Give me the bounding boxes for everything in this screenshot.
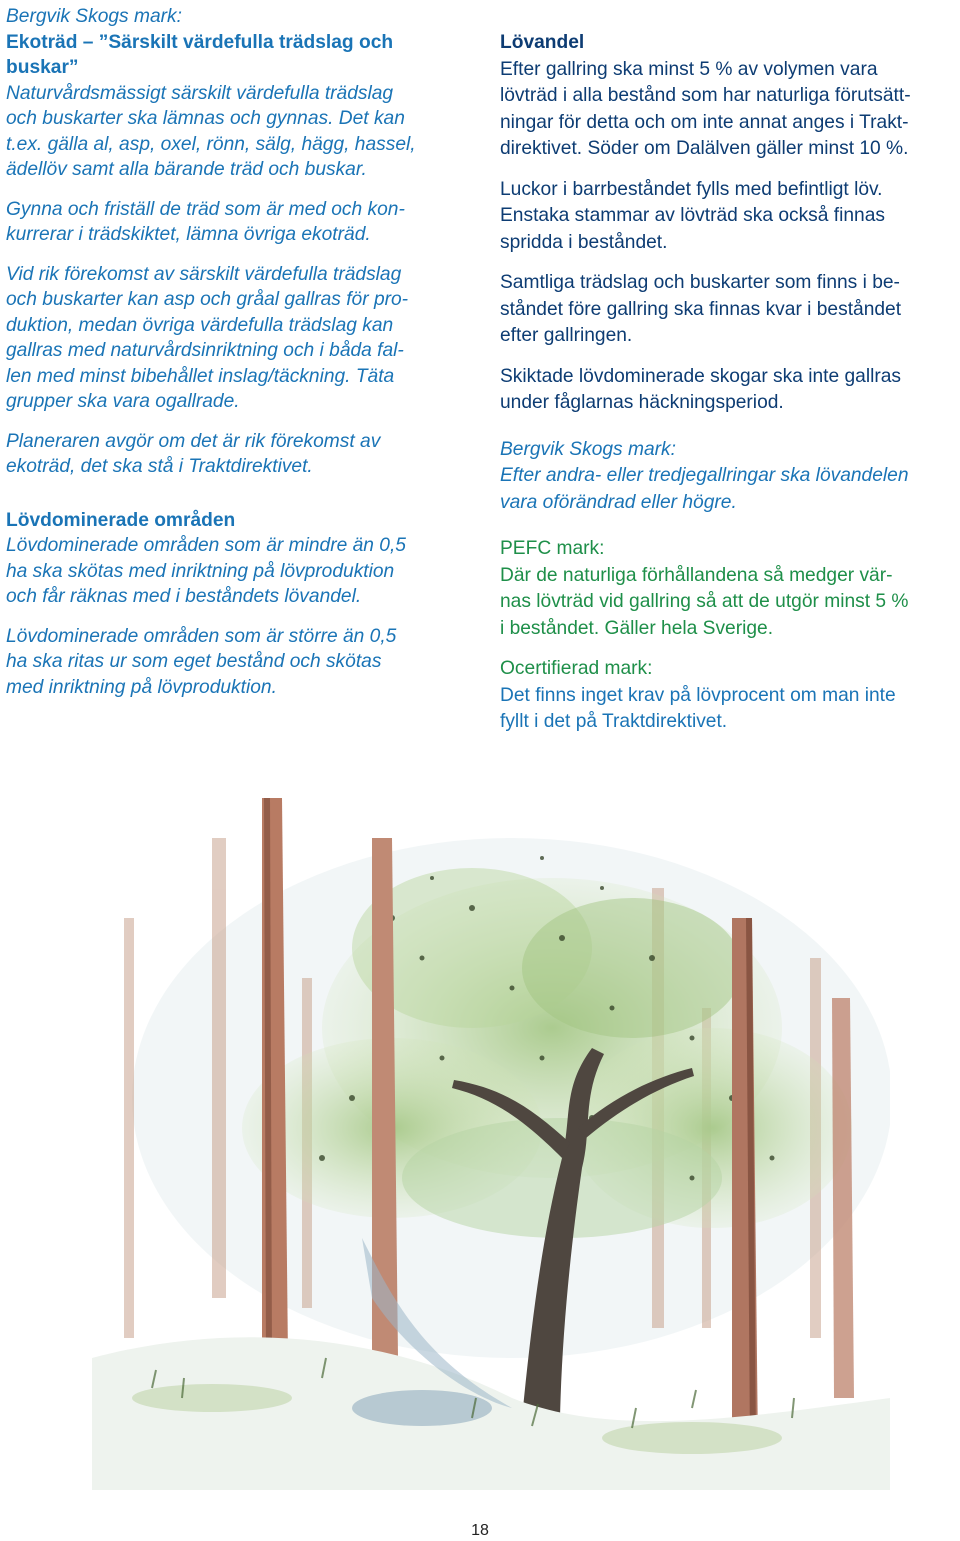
- page-number: 18: [471, 1522, 489, 1539]
- paragraph-skiktade: [500, 364, 955, 417]
- text-line: duktion, medan övriga värdefulla trädslag kan: [6, 314, 394, 336]
- text-line: grupper ska vara ogallrade.: [6, 391, 240, 412]
- text-line: ädellöv samt alla bärande träd och buskar.: [6, 159, 367, 180]
- text-line: Lövdominerade områden som är mindre än 0,5: [6, 535, 406, 556]
- text-line: spridda i beståndet.: [500, 231, 668, 253]
- paragraph-pefc: [500, 563, 955, 643]
- paragraph-planeraren: [6, 429, 468, 480]
- paragraph-bergvik-lovandel: [500, 463, 955, 516]
- text-line: fyllt i det på Traktdirektivet.: [500, 711, 728, 732]
- paragraph-ocertifierad: [500, 683, 955, 736]
- text-line: med inriktning på lövproduktion.: [6, 676, 277, 698]
- pefc-label: PEFC mark:: [500, 538, 605, 559]
- text-line: under fåglarnas häckningsperiod.: [500, 392, 784, 413]
- text-line: ha ska skötas med inriktning på lövproduktion: [6, 560, 395, 582]
- text-line: gallras med naturvårdsinriktning och i båda fal-: [6, 340, 404, 361]
- forest-illustration: [92, 798, 890, 1490]
- text-line: ståndet före gallring ska finnas kvar i beståndet: [500, 298, 902, 320]
- text-line: Naturvårdsmässigt särskilt värdefulla trädslag: [6, 82, 394, 104]
- text-line: direktivet. Söder om Dalälven gäller minst 10 %.: [500, 138, 909, 159]
- bergvik-label: Bergvik Skogs mark:: [6, 6, 182, 27]
- lovandel-heading: Lövandel: [500, 32, 585, 53]
- text-line: Vid rik förekomst av särskilt värdefulla trädslag: [6, 263, 402, 285]
- text-line: Skiktade lövdominerade skogar ska inte gallras: [500, 365, 902, 387]
- text-line: nas lövträd vid gallring så att de utgör minst 5 %: [500, 591, 909, 612]
- text-line: efter gallringen.: [500, 325, 633, 346]
- text-line: Planeraren avgör om det är rik förekomst av: [6, 430, 381, 452]
- lovdominerade-heading: Lövdominerade områden: [6, 509, 236, 531]
- bergvik-label-right: Bergvik Skogs mark:: [500, 438, 676, 460]
- text-line: och buskarter kan asp och gråal gallras för pro-: [6, 289, 409, 310]
- text-line: kurrerar i trädskiktet, lämna övriga ekoträd.: [6, 224, 371, 245]
- ocertifierad-label: Ocertifierad mark:: [500, 658, 653, 679]
- left-column: [6, 4, 468, 700]
- text-line: lövträd i alla bestånd som har naturliga förutsätt-: [500, 85, 911, 106]
- text-line: vara oförändrad eller högre.: [500, 491, 737, 513]
- text-line: Enstaka stammar av lövträd ska också finnas: [500, 205, 885, 226]
- text-line: Där de naturliga förhållandena så medger vär-: [500, 564, 893, 586]
- paragraph-rik-forekomst: [6, 262, 468, 415]
- text-line: och får räknas med i beståndets lövandel.: [6, 586, 362, 607]
- text-line: Lövdominerade områden som är större än 0,5: [6, 625, 397, 647]
- paragraph-gynna: [6, 197, 468, 248]
- text-line: Gynna och friställ de träd som är med och kon-: [6, 198, 405, 220]
- text-line: ningar för detta och om inte annat anges i Trakt-: [500, 111, 909, 133]
- paragraph-lovandel: [500, 57, 955, 163]
- text-line: Efter andra- eller tredjegallringar ska lövandelen: [500, 465, 909, 486]
- text-line: ekoträd, det ska stå i Traktdirektivet.: [6, 456, 313, 477]
- text-line: ha ska ritas ur som eget bestånd och skötas: [6, 651, 382, 672]
- paragraph-luckor: [500, 177, 955, 257]
- ekotrad-heading-line-2: buskar”: [6, 57, 79, 78]
- text-line: i beståndet. Gäller hela Sverige.: [500, 617, 774, 639]
- paragraph-lovdom-mindre: [6, 533, 468, 610]
- paragraph-samtliga: [500, 270, 955, 350]
- text-line: Det finns inget krav på lövprocent om man inte: [500, 684, 896, 706]
- paragraph-lovdom-storre: [6, 624, 468, 701]
- text-line: Luckor i barrbeståndet fylls med befintligt löv.: [500, 178, 883, 200]
- text-line: Samtliga trädslag och buskarter som finns i be-: [500, 272, 900, 293]
- text-line: Efter gallring ska minst 5 % av volymen vara: [500, 58, 878, 80]
- text-line: t.ex. gälla al, asp, oxel, rönn, sälg, hägg, hassel,: [6, 133, 416, 155]
- ekotrad-heading-line-1: Ekoträd – ”Särskilt värdefulla trädslag och: [6, 31, 394, 53]
- right-column: [500, 30, 955, 736]
- paragraph-ekotrad-intro: [6, 81, 468, 183]
- text-line: len med minst bibehållet inslag/täckning. Täta: [6, 365, 395, 387]
- text-line: och buskarter ska lämnas och gynnas. Det kan: [6, 108, 405, 129]
